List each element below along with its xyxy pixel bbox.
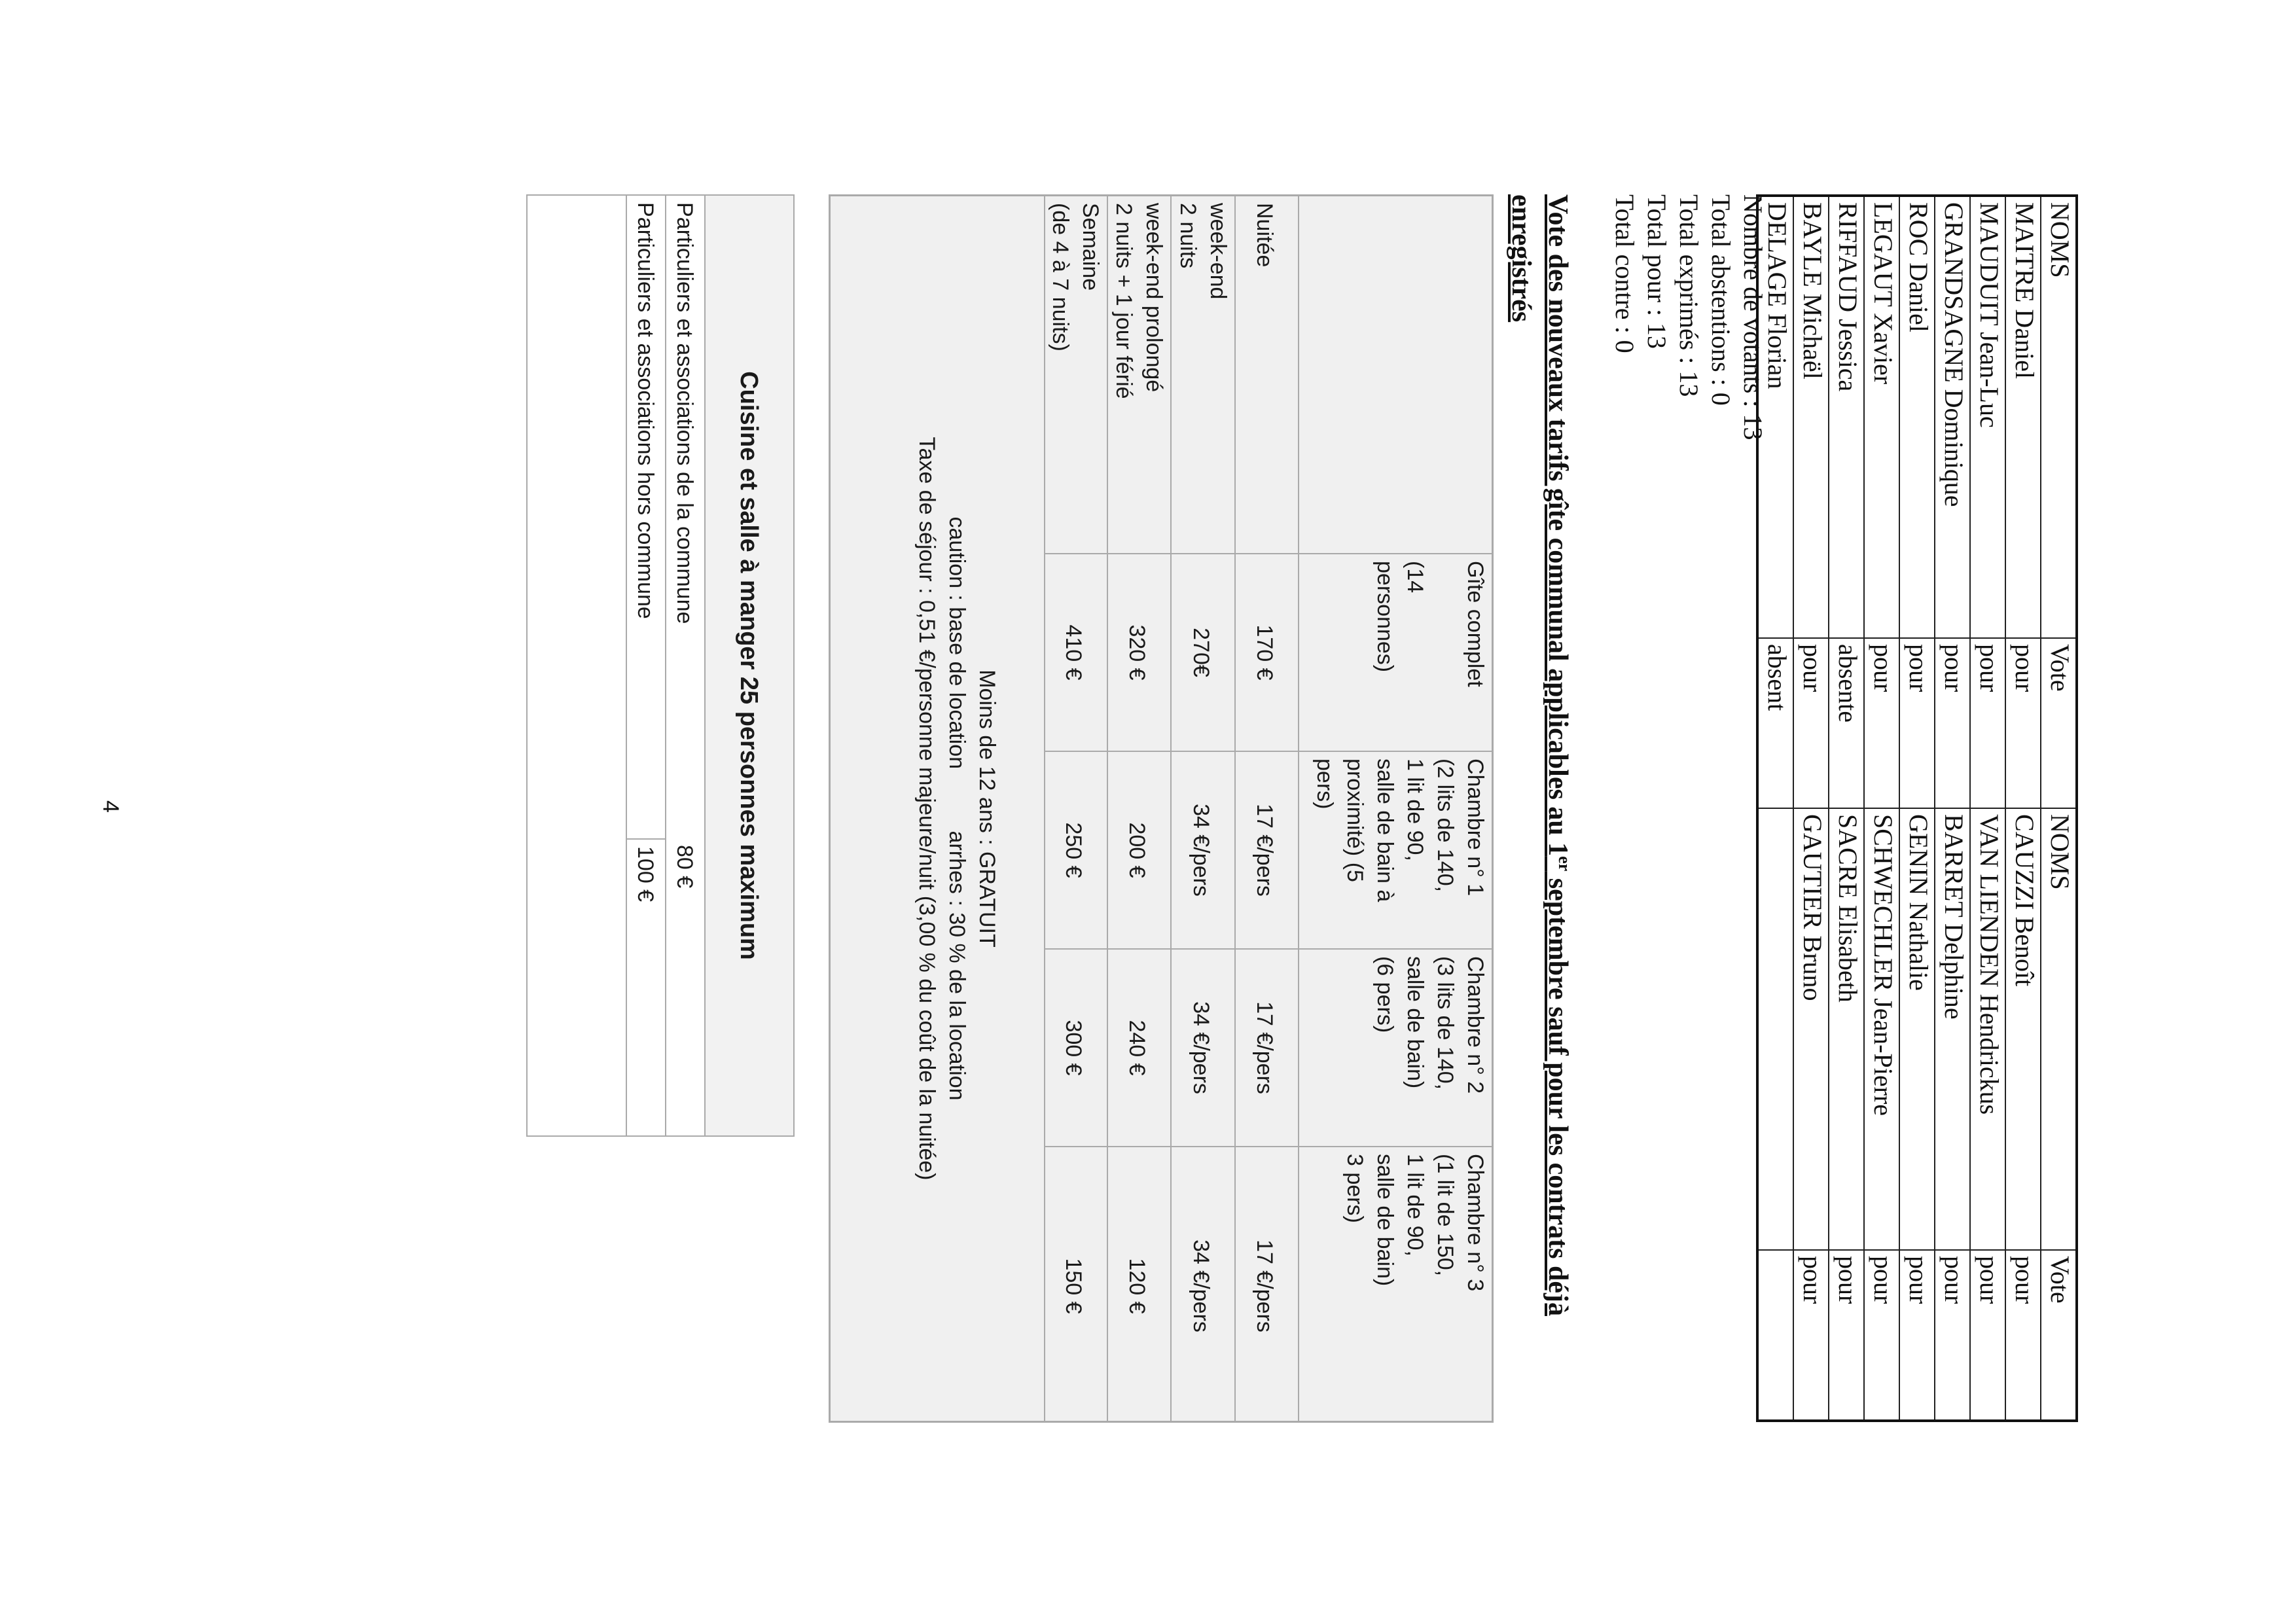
gite-row-week (1044, 196, 1107, 1421)
kitchen-row-price: 100 € (627, 838, 665, 891)
total-for: Total pour : 13 (1642, 194, 1672, 349)
gite-price-room-2: 300 € (1045, 948, 1107, 1146)
gite-row-label: Semaine (de 4 à 7 nuits) (1048, 203, 1103, 351)
total-against: Total contre : 0 (1610, 194, 1640, 353)
page-number: 4 (98, 800, 123, 813)
council-member-name: DELAGE Florian (1757, 196, 1793, 638)
council-member-name: GRANDSAGNE Dominique (1935, 196, 1970, 638)
gite-price-room-3: 17 €/pers (1236, 1146, 1298, 1425)
council-member-name: MAUDUIT Jean-Luc (1970, 196, 2005, 638)
gite-note-children: Moins de 12 ans : GRATUIT (975, 669, 999, 948)
gite-price-room-1: 17 €/pers (1236, 751, 1298, 948)
council-member-vote: pour (1935, 1250, 1970, 1421)
total-expressed: Total exprimés : 13 (1674, 194, 1704, 397)
section-title (1503, 194, 1583, 1425)
gite-header-room-3: Chambre n° 3 (1 lit de 150, 1 lit de 90, salle de bain) 3 pers) (1299, 1146, 1492, 1425)
council-member-name: ROC Daniel (1899, 196, 1935, 638)
gite-row-label: Nuitée (1252, 203, 1277, 268)
gite-header-room-1: Chambre n° 1 (2 lits de 140, 1 lit de 90, salle de bain à proximité) (5 pers) (1299, 751, 1492, 948)
kitchen-row-external (626, 196, 665, 1135)
section-title-sup: er (1555, 856, 1574, 872)
gite-price-room-1: 250 € (1045, 751, 1107, 948)
kitchen-row-label: Particuliers et associations de la commune (672, 202, 697, 624)
council-member-vote: pour (1970, 638, 2005, 808)
council-member-vote: pour (1864, 1250, 1899, 1421)
gite-row-label: week-end prolongé 2 nuits + 1 jour férié (1111, 203, 1166, 399)
votes-header-vote-2: Vote (2041, 1250, 2077, 1421)
gite-notes (827, 196, 1044, 1421)
gite-price-room-3: 120 € (1108, 1146, 1170, 1425)
kitchen-row-label: Particuliers et associations hors commune (633, 202, 658, 619)
council-member-vote: pour (1899, 638, 1935, 808)
gite-price-room-1: 200 € (1108, 751, 1170, 948)
gite-price-full: 170 € (1236, 553, 1298, 751)
gite-row-weekend (1170, 196, 1234, 1421)
gite-price-room-2: 17 €/pers (1236, 948, 1298, 1146)
council-member-name: MAITRE Daniel (2005, 196, 2041, 638)
gite-header-empty (1299, 196, 1492, 553)
votes-row (1864, 196, 1899, 1421)
votes-row (1935, 196, 1970, 1421)
votes-header-row (2041, 196, 2077, 1421)
council-member-name (1757, 808, 1793, 1250)
gite-price-room-2: 34 €/pers (1172, 948, 1234, 1146)
council-member-name: SCHWECHLER Jean-Pierre (1864, 808, 1899, 1250)
gite-note-tourist-tax: Taxe de séjour : 0,51 €/personne majeure/nuit (3,00 % du coût de la nuitée) (914, 437, 939, 1181)
section-title-text: Vote des nouveaux tarifs gîte communal applicables au 1 (1543, 194, 1573, 857)
council-member-name: CAUZZI Benoît (2005, 808, 2041, 1250)
gite-price-room-3: 150 € (1045, 1146, 1107, 1425)
council-member-vote: absente (1829, 638, 1864, 808)
kitchen-row-price: 80 € (672, 845, 697, 889)
council-member-name: GENIN Nathalie (1899, 808, 1935, 1250)
council-member-vote: pour (1793, 638, 1829, 808)
votes-row (1829, 196, 1864, 1421)
council-member-vote: pour (1793, 1250, 1829, 1421)
council-member-vote: pour (2005, 638, 2041, 808)
gite-price-room-2: 240 € (1108, 948, 1170, 1146)
total-voters: Nombre de votants : 13 (1738, 194, 1768, 440)
total-abstentions: Total abstentions : 0 (1706, 194, 1736, 406)
council-member-name: SACRE Elisabeth (1829, 808, 1864, 1250)
council-member-name: RIFFAUD Jessica (1829, 196, 1864, 638)
gite-price-room-3: 34 €/pers (1172, 1146, 1234, 1425)
gite-note-deposit: caution : base de location arrhes : 30 % de la location (944, 516, 969, 1101)
council-member-vote: absent (1757, 638, 1793, 808)
gite-price-full: 410 € (1045, 553, 1107, 751)
votes-header-vote-1: Vote (2041, 638, 2077, 808)
gite-price-room-1: 34 €/pers (1172, 751, 1234, 948)
council-member-vote: pour (1970, 1250, 2005, 1421)
kitchen-hall-table (526, 194, 795, 1137)
gite-price-full: 270€ (1172, 553, 1234, 751)
council-member-vote: pour (1864, 638, 1899, 808)
votes-row (1793, 196, 1829, 1421)
gite-row-long-weekend (1107, 196, 1170, 1421)
council-member-name: VAN LIENDEN Hendrickus (1970, 808, 2005, 1250)
votes-row (1899, 196, 1935, 1421)
gite-row-label: week-end 2 nuits (1175, 203, 1230, 300)
vote-totals (1609, 194, 1769, 440)
section-title-text-end: septembre sauf pour les contrats déjà enregistrés (1506, 194, 1573, 1316)
council-member-vote: pour (1935, 638, 1970, 808)
gite-row-nuitee (1234, 196, 1298, 1421)
council-member-name: BAYLE Michaël (1793, 196, 1829, 638)
votes-header-name-2: NOMS (2041, 808, 2077, 1250)
votes-header-name-1: NOMS (2041, 196, 2077, 638)
council-member-vote: pour (1829, 1250, 1864, 1421)
votes-row (2005, 196, 2041, 1421)
gite-tariffs-table (829, 194, 1494, 1423)
council-member-name: GAUTIER Bruno (1793, 808, 1829, 1250)
council-member-name: BARRET Delphine (1935, 808, 1970, 1250)
gite-header-room-2: Chambre n° 2 (3 lits de 140, salle de bain) (6 pers) (1299, 948, 1492, 1146)
council-member-vote: pour (2005, 1250, 2041, 1421)
votes-table (1756, 194, 2078, 1422)
council-member-vote (1757, 1250, 1793, 1421)
votes-row (1970, 196, 2005, 1421)
council-member-name: LEGAUT Xavier (1864, 196, 1899, 638)
gite-price-full: 320 € (1108, 553, 1170, 751)
kitchen-row-local (665, 196, 704, 1135)
kitchen-hall-title: Cuisine et salle à manger 25 personnes maximum (704, 196, 793, 1135)
gite-header-row (1298, 196, 1492, 1421)
gite-header-full-gite: Gîte complet (14 personnes) (1299, 553, 1492, 751)
council-member-vote: pour (1899, 1250, 1935, 1421)
